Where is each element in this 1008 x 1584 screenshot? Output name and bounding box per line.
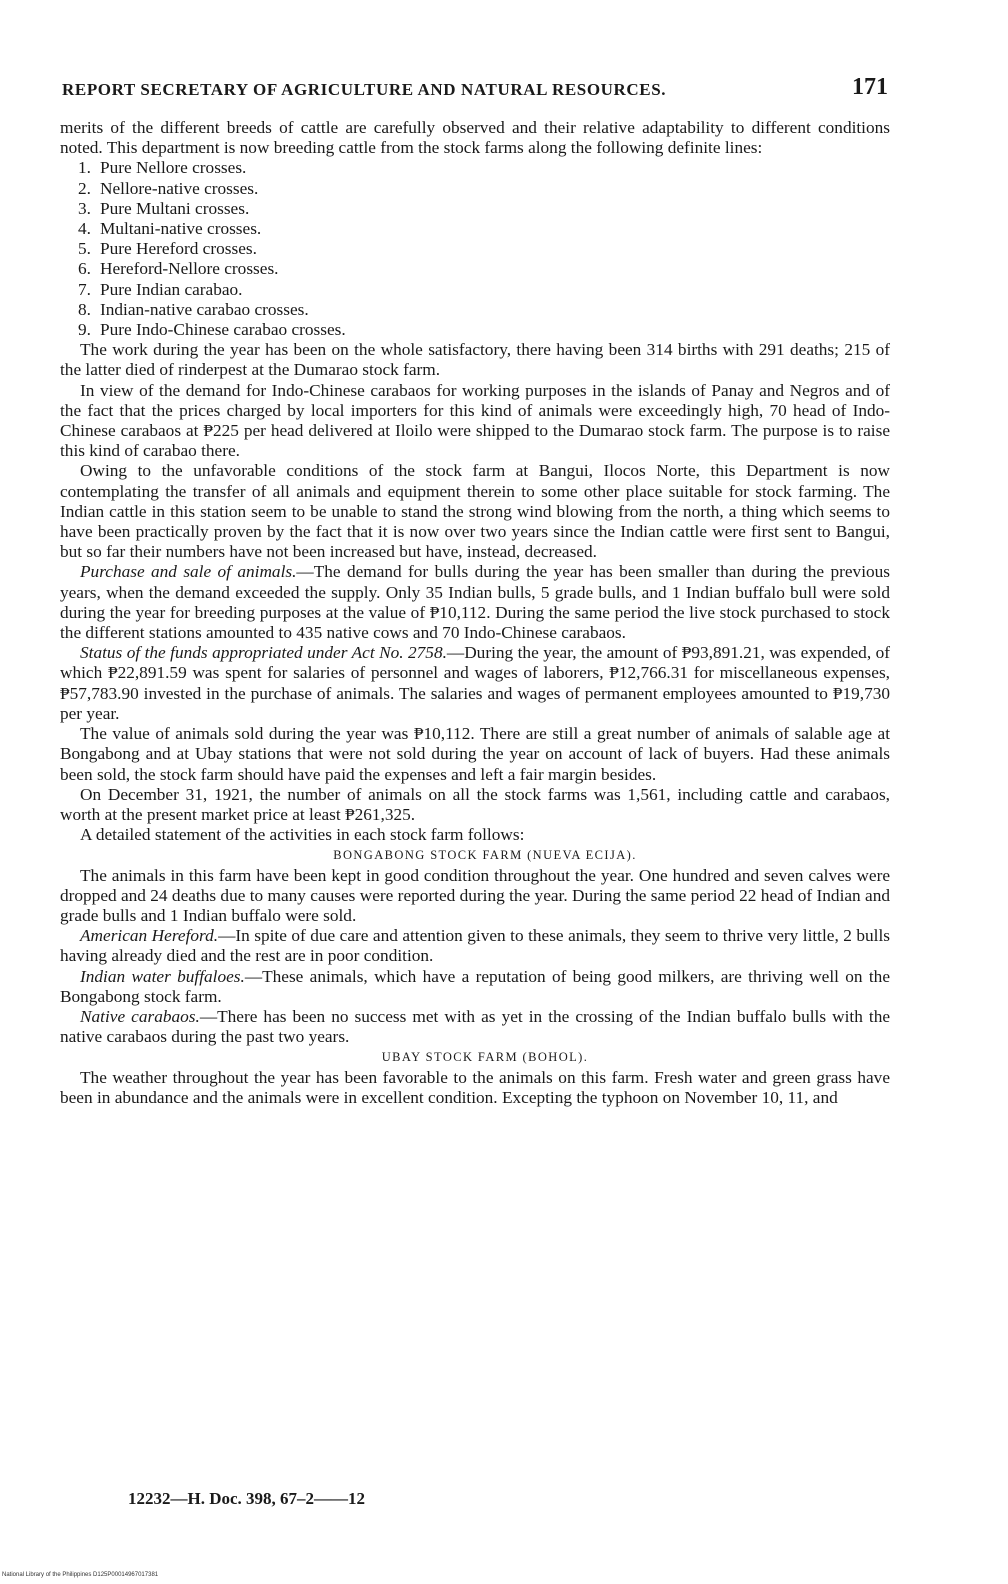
list-item: 6. Hereford-Nellore crosses.	[78, 259, 279, 279]
breeding-lines-list	[60, 158, 890, 340]
list-item: 9. Pure Indo-Chinese carabao crosses.	[78, 320, 346, 340]
buffaloes-paragraph: Indian water buffaloes.—These animals, which have a reputation of being good milkers, are thriving well on the Bongabong stock farm.	[60, 966, 890, 1006]
body-text	[60, 118, 890, 1108]
list-item: 2. Nellore-native crosses.	[78, 178, 259, 198]
value-paragraph: The value of animals sold during the year was ₱10,112. There are still a great number of animals of salable age at Bongabong and at Ubay stations that were not sold during the year on account of lack of buyers. Had these animals been sold, the stock farm should have paid the expenses and left a fair margin besides.	[60, 724, 890, 784]
bangui-paragraph: Owing to the unfavorable conditions of the stock farm at Bangui, Ilocos Norte, this Department is now contemplating the transfer of all animals and equipment therein to some other place suitable for stock farming. The Indian cattle in this station seem to be unable to stand the strong wind blowing from the north, a thing which seems to have been practically proven by the fact that it is now over two years since the Indian cattle were first sent to Bangui, but so far their numbers have not been increased but have, instead, decreased.	[60, 461, 890, 562]
ubay-paragraph: The weather throughout the year has been favorable to the animals on this farm. Fresh water and green grass have been in abundance and the animals were in excellent condition. Excepting the typhoon on November 10, 11, and	[60, 1067, 890, 1107]
buffaloes-heading: Indian water buffaloes.	[80, 966, 245, 986]
list-item: 3. Pure Multani crosses.	[78, 198, 250, 218]
footer-signature: 12232—H. Doc. 398, 67–2——12	[128, 1489, 366, 1508]
ubay-caption: UBAY STOCK FARM (BOHOL).	[381, 1050, 589, 1065]
purchase-heading: Purchase and sale of animals.	[80, 562, 297, 582]
list-item: 4. Multani-native crosses.	[78, 219, 262, 239]
list-item: 7. Pure Indian carabao.	[78, 279, 243, 299]
status-paragraph: Status of the funds appropriated under Act No. 2758.—During the year, the amount of ₱93,891.21, was expended, of which ₱22,891.59 was spent for salaries of personnel and wages of laborers, ₱12,766.31 for miscellaneous expenses, ₱57,783.90 invested in the purchase of animals. The salaries and wages of permanent employees amounted to ₱19,730 per year.	[60, 643, 890, 723]
demand-paragraph: In view of the demand for Indo-Chinese carabaos for working purposes in the islands of Panay and Negros and of the fact that the prices charged by local importers for this kind of animals were exceedingly high, 70 head of Indo-Chinese carabaos at ₱225 per head delivered at Iloilo were shipped to the Dumarao stock farm. The purpose is to raise this kind of carabao there.	[60, 380, 890, 461]
purchase-paragraph: Purchase and sale of animals.—The demand for bulls during the year has been smaller than during the previous years, when the demand exceeded the supply. Only 35 Indian bulls, 5 grade bulls, and 1 Indian buffalo bull were sold during the year for breeding purposes at the value of ₱10,112. During the same period the live stock purchased to stock the different stations amounted to 435 native cows and 70 Indo-Chinese carabaos.	[60, 562, 890, 643]
work-paragraph: The work during the year has been on the whole satisfactory, there having been 314 births with 291 deaths; 215 of the latter died of rinderpest at the Dumarao stock farm.	[60, 340, 890, 380]
intro-paragraph: merits of the different breeds of cattle are carefully observed and their relative adaptability to different conditions noted. This department is now breeding cattle from the stock farms along the following definite lines:	[60, 118, 890, 158]
carabaos-heading: Native carabaos.	[80, 1006, 200, 1026]
hereford-paragraph: American Hereford.—In spite of due care and attention given to these animals, they seem to thrive very little, 2 bulls having already died and the rest are in poor condition.	[60, 926, 890, 966]
hereford-heading: American Hereford.	[80, 926, 219, 946]
running-title: REPORT SECRETARY OF AGRICULTURE AND NATURAL RESOURCES.	[62, 80, 667, 99]
status-heading: Status of the funds appropriated under Act No. 2758.	[80, 643, 447, 663]
list-item: 8. Indian-native carabao crosses.	[78, 299, 309, 319]
december-paragraph: On December 31, 1921, the number of animals on all the stock farms was 1,561, including cattle and carabaos, worth at the present market price at least ₱261,325.	[60, 784, 890, 824]
scan-credit: National Library of the Philippines D125P00014967017381	[2, 1572, 159, 1578]
bongabong-caption: BONGABONG STOCK FARM (NUEVA ECIJA).	[333, 848, 637, 863]
page-header	[62, 74, 888, 108]
page-number: 171	[852, 74, 888, 100]
bongabong-paragraph: The animals in this farm have been kept in good condition throughout the year. One hundred and seven calves were dropped and 24 deaths due to many causes were reported during the year. During the same period 22 head of Indian and grade bulls and 1 Indian buffalo were sold.	[60, 865, 890, 925]
carabaos-paragraph: Native carabaos.—There has been no success met with as yet in the crossing of the Indian buffalo bulls with the native carabaos during the past two years.	[60, 1006, 891, 1047]
list-item: 5. Pure Hereford crosses.	[78, 239, 257, 259]
detailed-paragraph: A detailed statement of the activities in each stock farm follows:	[80, 825, 525, 845]
list-item: 1. Pure Nellore crosses.	[78, 158, 247, 178]
